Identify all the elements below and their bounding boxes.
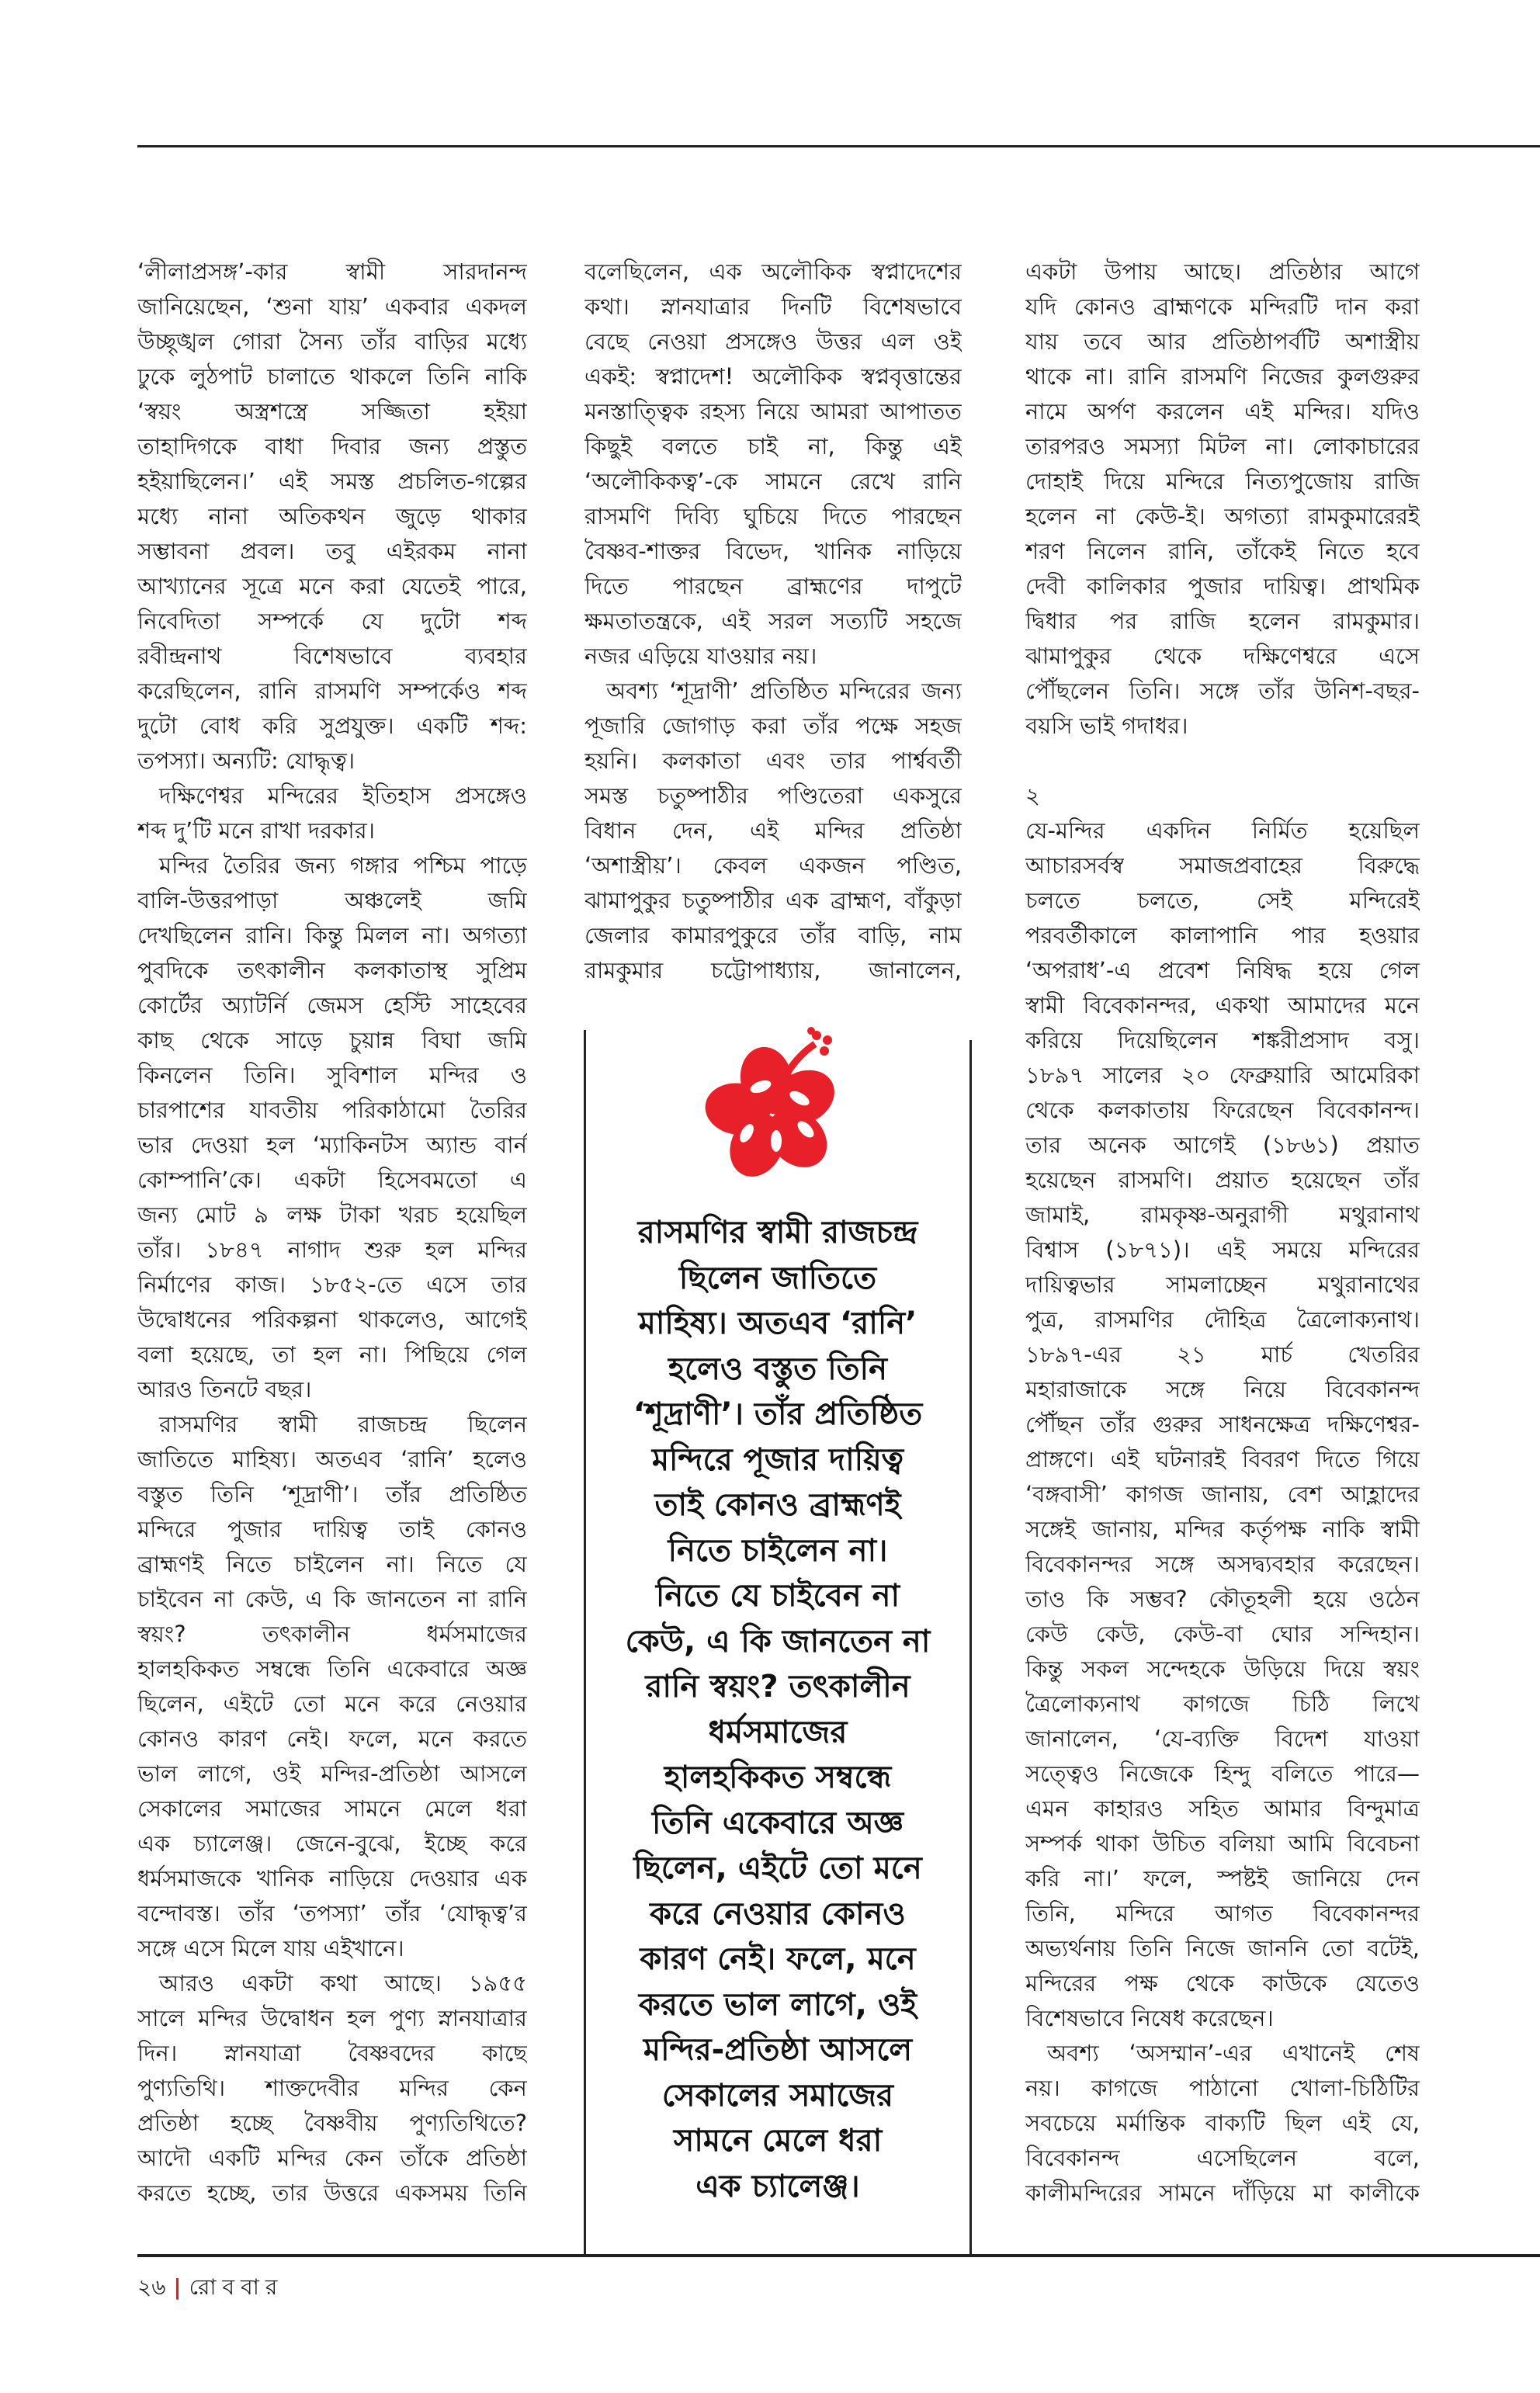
text-line: পরবর্তীকালে কালাপানি পার হওয়ার — [1025, 922, 1420, 949]
text-line: জামাই, রামকৃষ্ণ-অনুরাগী মথুরানাথ — [1025, 1202, 1420, 1228]
text-line: পৌঁছন তাঁর গুরুর সাধনক্ষেত্র দক্ষিণেশ্বর- — [1025, 1411, 1420, 1438]
text-line: বিধান দেন, এই মন্দির প্রতিষ্ঠা — [584, 817, 962, 844]
text-line: আরও তিনটে বছর। — [137, 1376, 312, 1403]
text-line: সম্পর্ক থাকা উচিত বলিয়া আমি বিবেচনা — [1025, 1830, 1420, 1857]
text-line: হয়েছেন রাসমণি। প্রয়াত হয়েছেন তাঁর — [1025, 1167, 1420, 1193]
text-line: সমস্ত চতুষ্পাঠীর পণ্ডিতেরা একসুরে — [584, 782, 962, 809]
text-line: ঝামাপুকুর থেকে দক্ষিণেশ্বরে এসে — [1025, 643, 1420, 669]
text-line: দিন। স্নানযাত্রা বৈষ্ণবদের কাছে — [137, 2040, 527, 2066]
text-line: কিন্তু সকল সন্দেহকে উড়িয়ে দিয়ে স্বয়ং — [1025, 1656, 1420, 1682]
text-line: ক্ষমতাতন্ত্রকে, এই সরল সত্যটি সহজে — [584, 608, 962, 634]
text-line: হালহকিকত সম্বন্ধে তিনি একেবারে অজ্ঞ — [137, 1656, 527, 1682]
pull-quote-line: মন্দিরে পূজার দায়িত্ব — [651, 1441, 904, 1478]
text-line: ‘লীলাপ্রসঙ্গ’-কার স্বামী সারদানন্দ — [137, 258, 527, 285]
pull-quote-line: তাই কোনও ব্রাহ্মণই — [654, 1487, 901, 1523]
text-line: স্বয়ং? তৎকালীন ধর্মসমাজের — [137, 1621, 527, 1647]
text-line: মহারাজাকে সঙ্গে নিয়ে বিবেকানন্দ — [1025, 1376, 1420, 1403]
text-line: কাছ থেকে সাড়ে চুয়ান্ন বিঘা জমি — [137, 1027, 527, 1053]
text-line: এক চ্যালেঞ্জ। জেনে-বুঝে, ইচ্ছে করে — [137, 1830, 527, 1857]
article-column-3 — [1025, 255, 1420, 2211]
pull-quote-line: হালহকিকত সম্বন্ধে — [664, 1760, 892, 1795]
text-line: ১৮৯৭-এর ২১ মার্চ খেতরির — [1025, 1341, 1420, 1368]
pull-quote-line: হলেও বস্তুত তিনি — [668, 1351, 887, 1387]
text-line: বৈষ্ণব-শাক্তর বিভেদ, খানিক নাড়িয়ে — [584, 538, 962, 564]
pull-quote-line: ছিলেন, এইটে তো মনে — [633, 1850, 922, 1886]
text-line: চলতে চলতে, সেই মন্দিরেই — [1025, 887, 1420, 914]
text-line: কথা। স্নানযাত্রার দিনটি বিশেষভাবে — [584, 293, 962, 320]
pull-quote-left-border — [584, 1030, 586, 2255]
pull-quote-line: ছিলেন জাতিতে — [678, 1260, 877, 1296]
text-line: দুটো বোধ করি সুপ্রযুক্ত। একটি শব্দ: — [137, 713, 527, 739]
text-line: চারপাশের যাবতীয় পরিকাঠামো তৈরির — [137, 1097, 527, 1123]
text-line: শব্দ দু’টি মনে রাখা দরকার। — [137, 817, 376, 844]
text-line: মন্দিরে পুজার দায়িত্ব তাই কোনও — [137, 1516, 527, 1542]
text-line: বেছে নেওয়া প্রসঙ্গেও উত্তর এল ওই — [584, 328, 962, 355]
text-line: সবচেয়ে মর্মান্তিক বাক্যটি ছিল এই যে, — [1025, 2110, 1420, 2136]
text-line: এমন কাহারও সহিত আমার বিন্দুমাত্র — [1025, 1795, 1420, 1822]
text-line: একটা উপায় আছে। প্রতিষ্ঠার আগে — [1025, 258, 1420, 285]
text-line: ‘অশাস্ত্রীয়’। কেবল একজন পণ্ডিত, — [584, 852, 962, 879]
text-line: কোম্পানি’কে। একটা হিসেবমতো এ — [137, 1167, 527, 1193]
text-line: তপস্যা। অন্যটি: যোদ্ধৃত্ব। — [137, 747, 356, 774]
text-line: করেছিলেন, রানি রাসমণি সম্পর্কেও শব্দ — [137, 678, 527, 704]
text-line: তাহাদিগকে বাধা দিবার জন্য প্রস্তুত — [137, 433, 527, 460]
text-line: সম্ভাবনা প্রবল। তবু এইরকম নানা — [137, 538, 527, 564]
pull-quote-right-border — [969, 1040, 972, 2255]
text-line: জানালেন, ‘যে-ব্যক্তি বিদেশ যাওয়া — [1025, 1725, 1420, 1752]
text-line: বিশেষভাবে নিষেধ করেছেন। — [1025, 2005, 1274, 2031]
text-line: একই: স্বপ্নাদেশ! অলৌকিক স্বপ্নবৃত্তান্তের — [584, 363, 962, 390]
text-line: ভার দেওয়া হল ‘ম্যাকিনটস অ্যান্ড বার্ন — [137, 1132, 527, 1158]
pull-quote-line: এক চ্যালেঞ্জ। — [695, 2168, 860, 2204]
text-line: সত্ত্বেও নিজেকে হিন্দু বলিতে পারে— — [1025, 1760, 1420, 1787]
text-line: শরণ নিলেন রানি, তাঁকেই নিতে হবে — [1025, 538, 1420, 564]
text-line: হলেন না কেউ-ই। অগত্যা রামকুমারেরই — [1025, 503, 1420, 529]
pull-quote-line: করতে ভাল লাগে, ওই — [638, 1986, 917, 2023]
pull-quote-line: কেউ, এ কি জানতেন না — [625, 1623, 931, 1659]
article-column-1 — [137, 255, 527, 2211]
text-line: বলা হয়েছে, তা হল না। পিছিয়ে গেল — [137, 1341, 527, 1368]
text-line: মনস্তাত্ত্বিক রহস্য নিয়ে আমরা আপাতত — [584, 398, 962, 425]
text-line: বিশ্বাস (১৮৭১)। এই সময়ে মন্দিরের — [1025, 1236, 1420, 1263]
text-line: ‘অলৌকিকত্ব’-কে সামনে রেখে রানি — [584, 468, 962, 494]
text-line: স্বামী বিবেকানন্দর, একথা আমাদের মনে — [1025, 992, 1420, 1018]
pull-quote-line: তিনি একেবারে অজ্ঞ — [652, 1805, 904, 1841]
text-line: কালীমন্দিরের সামনে দাঁড়িয়ে মা কালীকে — [1025, 2180, 1420, 2206]
text-line: তিনি, মন্দিরে আগত বিবেকানন্দর — [1025, 1900, 1420, 1927]
pull-quote-line: রানি স্বয়ং? তৎকালীন — [645, 1669, 910, 1705]
text-line: মন্দিরের পক্ষ থেকে কাউকে যেতেও — [1025, 1970, 1420, 1996]
pull-quote-line: নিতে যে চাইবেন না — [655, 1578, 900, 1614]
text-line: ধর্মসমাজকে খানিক নাড়িয়ে দেওয়ার এক — [137, 1865, 527, 1892]
text-line: পুণ্যতিথি। শাক্তদেবীর মন্দির কেন — [137, 2075, 527, 2101]
pull-quote-line: কারণ নেই। ফলে, মনে — [640, 1941, 916, 1977]
text-line: ঝামাপুকুর চতুষ্পাঠীর এক ব্রাহ্মণ, বাঁকুড়া — [584, 887, 962, 914]
text-line: বালি-উত্তরপাড়া অঞ্চলেই জমি — [137, 887, 527, 914]
text-line: দেবী কালিকার পুজার দায়িত্ব। প্রাথমিক — [1025, 573, 1420, 599]
bottom-rule — [137, 2254, 1540, 2257]
text-line: ভাল লাগে, ওই মন্দির-প্রতিষ্ঠা আসলে — [137, 1760, 527, 1787]
text-line: থাকে না। রানি রাসমণি নিজের কুলগুরুর — [1025, 363, 1420, 390]
pull-quote-line: রাসমণির স্বামী রাজচন্দ্র — [637, 1215, 918, 1250]
text-line: অবশ্য ‘শূদ্রাণী’ প্রতিষ্ঠিত মন্দিরের জন্য — [606, 678, 962, 704]
text-line: বিবেকানন্দ এসেছিলেন বলে, — [1025, 2145, 1420, 2171]
text-line: পূজারি জোগাড় করা তাঁর পক্ষে সহজ — [584, 713, 962, 739]
text-line: ১৮৯৭ সালের ২০ ফেব্রুয়ারি আমেরিকা — [1025, 1062, 1420, 1088]
text-line: মধ্যে নানা অতিকথন জুড়ে থাকার — [137, 503, 527, 529]
text-line: জেলার কামারপুকুরে তাঁর বাড়ি, নাম — [584, 922, 962, 949]
pull-quote-line: ‘শূদ্রাণী’। তাঁর প্রতিষ্ঠিত — [633, 1396, 923, 1432]
text-line: তাও কি সম্ভব? কৌতূহলী হয়ে ওঠেন — [1025, 1586, 1420, 1612]
text-line: কোনও কারণ নেই। ফলে, মনে করতে — [137, 1725, 527, 1752]
text-line: করতে হচ্ছে, তার উত্তরে একসময় তিনি — [137, 2180, 527, 2206]
text-line: প্রতিষ্ঠা হচ্ছে বৈষ্ণবীয় পুণ্যতিথিতে? — [137, 2110, 527, 2136]
pull-quote-line: নিতে চাইলেন না। — [668, 1532, 888, 1569]
text-line: রাসমণির স্বামী রাজচন্দ্র ছিলেন — [159, 1411, 527, 1438]
text-line: তার অনেক আগেই (১৮৬১) প্রয়াত — [1025, 1132, 1420, 1158]
pull-quote-line: সামনে মেলে ধরা — [673, 2123, 883, 2159]
text-line: জাতিতে মাহিষ্য। অতএব ‘রানি’ হলেও — [137, 1446, 527, 1472]
text-line: কিনলেন তিনি। সুবিশাল মন্দির ও — [137, 1062, 527, 1088]
text-line: নির্মাণের কাজ। ১৮৫২-তে এসে তার — [137, 1271, 527, 1298]
text-line: সঙ্গে এসে মিলে যায় এইখানে। — [137, 1935, 404, 1961]
text-line: কেউ কেউ, কেউ-বা ঘোর সন্দিহান। — [1025, 1621, 1420, 1647]
text-line: প্রাঙ্গণে। এই ঘটনারই বিবরণ দিতে গিয়ে — [1025, 1446, 1420, 1472]
text-line: দেখছিলেন রানি। কিন্তু মিলল না। অগত্যা — [137, 922, 527, 949]
text-line: বিবেকানন্দর সঙ্গে অসদ্ব্যবহার করেছেন। — [1025, 1551, 1420, 1577]
text-line: জন্য মোট ৯ লক্ষ টাকা খরচ হয়েছিল — [137, 1202, 527, 1228]
text-line: আখ্যানের সূত্রে মনে করা যেতেই পারে, — [137, 573, 527, 599]
pull-quote — [590, 1210, 966, 2209]
text-line: পুবদিকে তৎকালীন কলকাতাস্থ সুপ্রিম — [137, 957, 527, 983]
text-line: রবীন্দ্রনাথ বিশেষভাবে ব্যবহার — [137, 643, 527, 669]
text-line: অভ্যর্থনায় তিনি নিজে জাননি তো বটেই, — [1025, 1935, 1420, 1961]
text-line: কিছুই বলতে চাই না, কিন্তু এই — [584, 433, 962, 460]
text-line: আচারসর্বস্ব সমাজপ্রবাহের বিরুদ্ধে — [1025, 852, 1420, 879]
pull-quote-line: করে নেওয়ার কোনও — [650, 1895, 906, 1932]
top-rule — [137, 145, 1540, 147]
section-spacer — [1025, 744, 1420, 779]
text-line: ‘স্বয়ং অস্ত্রশস্ত্রে সজ্জিতা হইয়া — [137, 398, 527, 425]
text-line: থেকে কলকাতায় ফিরেছেন বিবেকানন্দ। — [1025, 1097, 1420, 1123]
text-line: রামকুমার চট্টোপাধ্যায়, জানালেন, — [584, 957, 962, 983]
text-line: মন্দির তৈরির জন্য গঙ্গার পশ্চিম পাড়ে — [159, 852, 527, 879]
text-line: বস্তুত তিনি ‘শূদ্রাণী’। তাঁর প্রতিষ্ঠিত — [137, 1481, 527, 1507]
text-line: ‘অপরাধ’-এ প্রবেশ নিষিদ্ধ হয়ে গেল — [1025, 957, 1420, 983]
text-line: ছিলেন, এইটে তো মনে করে নেওয়ার — [137, 1691, 527, 1717]
text-line: হইয়াছিলেন।’ এই সমস্ত প্রচলিত-গল্পের — [137, 468, 527, 494]
text-line: উচ্ছৃঙ্খল গোরা সৈন্য তাঁর বাড়ির মধ্যে — [137, 328, 527, 355]
text-line: কোর্টের অ্যাটর্নি জেমস হেস্টি সাহেবের — [137, 992, 527, 1018]
text-line: করিয়ে দিয়েছিলেন শঙ্করীপ্রসাদ বসু। — [1025, 1027, 1420, 1053]
text-line: দোহাই দিয়ে মন্দিরে নিত্যপুজোয় রাজি — [1025, 468, 1420, 494]
pull-quote-line: মন্দির-প্রতিষ্ঠা আসলে — [643, 2032, 913, 2068]
text-line: নয়। কাগজে পাঠানো খোলা-চিঠিটির — [1025, 2075, 1420, 2101]
text-line: অবশ্য ‘অসম্মান’-এর এখানেই শেষ — [1047, 2040, 1420, 2066]
footer-separator: | — [173, 2274, 182, 2300]
text-line: দক্ষিণেশ্বর মন্দিরের ইতিহাস প্রসঙ্গেও — [159, 782, 527, 809]
text-line: বন্দোবস্ত। তাঁর ‘তপস্যা’ তাঁর ‘যোদ্ধৃত্ব’র — [137, 1900, 527, 1927]
section-number: ২ — [1025, 782, 1040, 809]
pull-quote-line: সেকালের সমাজের — [661, 2077, 894, 2114]
text-line: হয়নি। কলকাতা এবং তার পার্শ্ববর্তী — [584, 747, 962, 774]
text-line: যে-মন্দির একদিন নির্মিত হয়েছিল — [1025, 817, 1420, 844]
text-line: বয়সি ভাই গদাধর। — [1025, 713, 1188, 739]
publication-name: রোববার — [189, 2274, 284, 2300]
text-line: যদি কোনও ব্রাহ্মণকে মন্দিরটি দান করা — [1025, 293, 1420, 320]
text-line: ‘বঙ্গবাসী’ কাগজ জানায়, বেশ আহ্লাদের — [1025, 1481, 1420, 1507]
pull-quote-line: মাহিষ্য। অতএব ‘রানি’ — [638, 1306, 917, 1341]
text-line: উদ্বোধনের পরিকল্পনা থাকলেও, আগেই — [137, 1306, 527, 1333]
text-line: দ্বিধার পর রাজি হলেন রামকুমার। — [1025, 608, 1420, 634]
text-line: আরও একটা কথা আছে। ১৯৫৫ — [159, 1970, 527, 1996]
text-line: জানিয়েছেন, ‘শুনা যায়’ একবার একদল — [137, 293, 527, 320]
text-line: ত্রৈলোক্যনাথ কাগজে চিঠি লিখে — [1025, 1691, 1420, 1717]
text-line: তাঁর। ১৮৪৭ নাগাদ শুরু হল মন্দির — [137, 1236, 527, 1263]
hibiscus-flower-icon — [699, 1025, 862, 1180]
text-line: নিবেদিতা সম্পর্কে যে দুটো শব্দ — [137, 608, 527, 634]
text-line: আদৌ একটি মন্দির কেন তাঁকে প্রতিষ্ঠা — [137, 2145, 527, 2171]
text-line: সেকালের সমাজের সামনে মেলে ধরা — [137, 1795, 527, 1822]
text-line: সালে মন্দির উদ্বোধন হল পুণ্য স্নানযাত্রার — [137, 2005, 527, 2031]
text-line: ঢুকে লুঠপাট চালাতে থাকলে তিনি নাকি — [137, 363, 527, 390]
text-line: পৌঁছলেন তিনি। সঙ্গে তাঁর উনিশ-বছর- — [1025, 678, 1420, 704]
text-line: নামে অর্পণ করলেন এই মন্দির। যদিও — [1025, 398, 1420, 425]
text-line: বলেছিলেন, এক অলৌকিক স্বপ্নাদেশের — [584, 258, 962, 285]
text-line: সঙ্গেই জানায়, মন্দির কর্তৃপক্ষ নাকি স্বামী — [1025, 1516, 1420, 1542]
page-number: ২৬ — [137, 2274, 166, 2300]
text-line: রাসমণি দিব্যি ঘুচিয়ে দিতে পারছেন — [584, 503, 962, 529]
page-footer — [137, 2270, 283, 2307]
text-line: করি না।’ ফলে, স্পষ্টই জানিয়ে দেন — [1025, 1865, 1420, 1892]
text-line: নজর এড়িয়ে যাওয়ার নয়। — [584, 643, 817, 669]
text-line: পুত্র, রাসমণির দৌহিত্র ত্রৈলোক্যনাথ। — [1025, 1306, 1420, 1333]
article-column-2 — [584, 255, 962, 988]
pull-quote-line: ধর্মসমাজের — [708, 1714, 848, 1750]
text-line: দায়িত্বভার সামলাচ্ছেন মথুরানাথের — [1025, 1271, 1420, 1298]
text-line: চাইবেন না কেউ, এ কি জানতেন না রানি — [137, 1586, 527, 1612]
text-line: ব্রাহ্মণই নিতে চাইলেন না। নিতে যে — [137, 1551, 527, 1577]
text-line: যায় তবে আর প্রতিষ্ঠাপর্বটি অশাস্ত্রীয় — [1025, 328, 1420, 355]
text-line: দিতে পারছেন ব্রাহ্মণের দাপুটে — [584, 573, 962, 599]
text-line: তারপরও সমস্যা মিটল না। লোকাচারের — [1025, 433, 1420, 460]
